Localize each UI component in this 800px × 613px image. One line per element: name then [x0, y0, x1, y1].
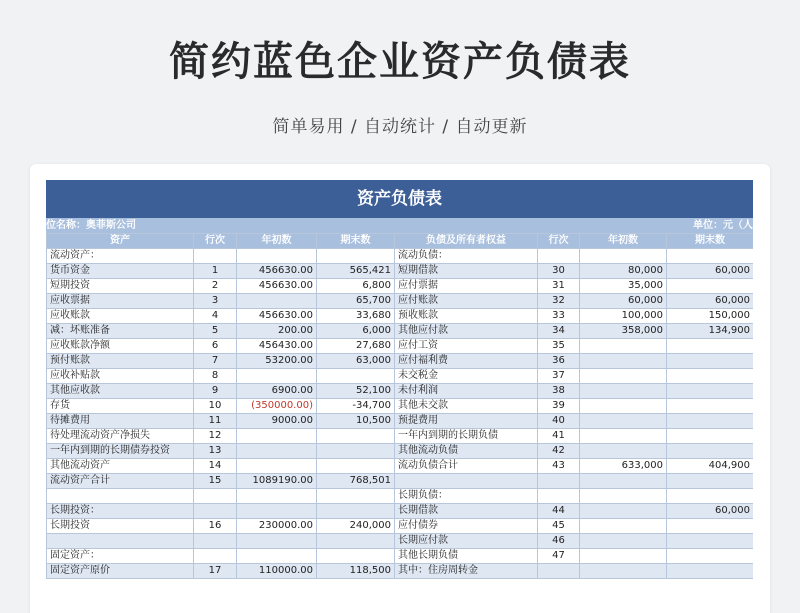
- col-header-opening: 年初数: [237, 234, 317, 249]
- liability-line-no-cell[interactable]: [538, 489, 580, 504]
- asset-name-cell[interactable]: 一年内到期的长期债券投资: [47, 444, 194, 459]
- table-row: [47, 519, 754, 534]
- asset-line-no-cell[interactable]: 7: [194, 354, 237, 369]
- liability-opening-cell[interactable]: [580, 429, 667, 444]
- column-header-row: [47, 234, 754, 249]
- liability-name-cell[interactable]: 未付利润: [395, 384, 538, 399]
- table-row: [47, 294, 754, 309]
- liability-opening-cell[interactable]: [580, 504, 667, 519]
- liability-opening-cell[interactable]: [580, 354, 667, 369]
- asset-opening-cell[interactable]: [237, 369, 317, 384]
- col-header-closing: 期末数: [317, 234, 395, 249]
- liability-line-no-cell[interactable]: 37: [538, 369, 580, 384]
- asset-line-no-cell[interactable]: [194, 249, 237, 264]
- asset-opening-cell[interactable]: 6900.00: [237, 384, 317, 399]
- liability-name-cell[interactable]: 未交税金: [395, 369, 538, 384]
- liability-opening-cell[interactable]: [580, 339, 667, 354]
- asset-name-cell[interactable]: 待摊费用: [47, 414, 194, 429]
- liability-name-cell[interactable]: 其他应付款: [395, 324, 538, 339]
- spreadsheet: [46, 180, 753, 613]
- liability-name-cell[interactable]: 长期借款: [395, 504, 538, 519]
- liability-closing-cell[interactable]: 134,900: [667, 324, 754, 339]
- asset-closing-cell[interactable]: 63,000: [317, 354, 395, 369]
- liability-closing-cell[interactable]: [667, 249, 754, 264]
- liability-name-cell[interactable]: 流动负债：: [395, 249, 538, 264]
- asset-line-no-cell[interactable]: 3: [194, 294, 237, 309]
- asset-opening-cell[interactable]: [237, 429, 317, 444]
- page-subtitle: 简单易用 / 自动统计 / 自动更新: [272, 117, 528, 137]
- liability-name-cell[interactable]: 流动负债合计: [395, 459, 538, 474]
- asset-line-no-cell[interactable]: 15: [194, 474, 237, 489]
- asset-line-no-cell[interactable]: [194, 504, 237, 519]
- liability-closing-cell[interactable]: [667, 489, 754, 504]
- asset-closing-cell[interactable]: 118,500: [317, 564, 395, 579]
- asset-name-cell[interactable]: 流动资产合计: [47, 474, 194, 489]
- asset-name-cell[interactable]: 其他应收款: [47, 384, 194, 399]
- liability-opening-cell[interactable]: [580, 519, 667, 534]
- asset-name-cell[interactable]: 固定资产原价: [47, 564, 194, 579]
- col-header-closing-2: 期末数: [667, 234, 754, 249]
- table-row: [47, 384, 754, 399]
- asset-line-no-cell[interactable]: 8: [194, 369, 237, 384]
- asset-line-no-cell[interactable]: 2: [194, 279, 237, 294]
- asset-opening-cell[interactable]: (350000.00): [237, 399, 317, 414]
- table-row: [47, 504, 754, 519]
- asset-name-cell[interactable]: 应收补贴款: [47, 369, 194, 384]
- liability-line-no-cell[interactable]: 39: [538, 399, 580, 414]
- asset-closing-cell[interactable]: 65,700: [317, 294, 395, 309]
- asset-closing-cell[interactable]: 240,000: [317, 519, 395, 534]
- liability-closing-cell[interactable]: [667, 414, 754, 429]
- liability-line-no-cell[interactable]: 33: [538, 309, 580, 324]
- asset-closing-cell[interactable]: -34,700: [317, 399, 395, 414]
- liability-line-no-cell[interactable]: 46: [538, 534, 580, 549]
- asset-line-no-cell[interactable]: 9: [194, 384, 237, 399]
- asset-opening-cell[interactable]: [237, 459, 317, 474]
- liability-closing-cell[interactable]: [667, 339, 754, 354]
- asset-opening-cell[interactable]: 1089190.00: [237, 474, 317, 489]
- liability-closing-cell[interactable]: [667, 474, 754, 489]
- liability-name-cell[interactable]: 应付账款: [395, 294, 538, 309]
- liability-closing-cell[interactable]: [667, 549, 754, 564]
- asset-name-cell[interactable]: 待处理流动资产净损失: [47, 429, 194, 444]
- liability-opening-cell[interactable]: [580, 384, 667, 399]
- liability-line-no-cell[interactable]: 42: [538, 444, 580, 459]
- liability-opening-cell[interactable]: [580, 249, 667, 264]
- table-row: [47, 369, 754, 384]
- liability-opening-cell[interactable]: [580, 534, 667, 549]
- col-header-asset: 资产: [47, 234, 194, 249]
- table-row: [47, 534, 754, 549]
- table-row: [47, 279, 754, 294]
- liability-line-no-cell[interactable]: 47: [538, 549, 580, 564]
- liability-line-no-cell[interactable]: 31: [538, 279, 580, 294]
- company-name: 位名称：奥菲斯公司: [46, 220, 136, 231]
- balance-sheet-table: [46, 233, 753, 579]
- asset-closing-cell[interactable]: [317, 249, 395, 264]
- liability-name-cell[interactable]: 应付工资: [395, 339, 538, 354]
- col-header-line-no: 行次: [194, 234, 237, 249]
- asset-line-no-cell[interactable]: 4: [194, 309, 237, 324]
- asset-line-no-cell[interactable]: [194, 549, 237, 564]
- liability-name-cell[interactable]: 其中：住房周转金: [395, 564, 538, 579]
- asset-closing-cell[interactable]: [317, 534, 395, 549]
- asset-line-no-cell[interactable]: 6: [194, 339, 237, 354]
- asset-opening-cell[interactable]: [237, 249, 317, 264]
- col-header-line-no-2: 行次: [538, 234, 580, 249]
- asset-opening-cell[interactable]: 456630.00: [237, 279, 317, 294]
- asset-line-no-cell[interactable]: 10: [194, 399, 237, 414]
- liability-opening-cell[interactable]: 60,000: [580, 294, 667, 309]
- liability-line-no-cell[interactable]: [538, 564, 580, 579]
- liability-name-cell[interactable]: 预收账款: [395, 309, 538, 324]
- table-row: [47, 429, 754, 444]
- liability-line-no-cell[interactable]: [538, 249, 580, 264]
- liability-line-no-cell[interactable]: 34: [538, 324, 580, 339]
- liability-closing-cell[interactable]: 150,000: [667, 309, 754, 324]
- table-row: [47, 324, 754, 339]
- liability-line-no-cell[interactable]: 30: [538, 264, 580, 279]
- asset-name-cell[interactable]: 短期投资: [47, 279, 194, 294]
- liability-closing-cell[interactable]: [667, 444, 754, 459]
- liability-closing-cell[interactable]: 404,900: [667, 459, 754, 474]
- liability-line-no-cell[interactable]: [538, 474, 580, 489]
- table-row: [47, 564, 754, 579]
- asset-line-no-cell[interactable]: 5: [194, 324, 237, 339]
- liability-name-cell[interactable]: 其他未交款: [395, 399, 538, 414]
- liability-closing-cell[interactable]: [667, 564, 754, 579]
- asset-closing-cell[interactable]: 52,100: [317, 384, 395, 399]
- asset-opening-cell[interactable]: 9000.00: [237, 414, 317, 429]
- asset-closing-cell[interactable]: [317, 459, 395, 474]
- liability-opening-cell[interactable]: [580, 564, 667, 579]
- asset-line-no-cell[interactable]: 17: [194, 564, 237, 579]
- asset-line-no-cell[interactable]: 13: [194, 444, 237, 459]
- table-body: [47, 249, 754, 579]
- table-row: [47, 549, 754, 564]
- asset-closing-cell[interactable]: [317, 444, 395, 459]
- asset-closing-cell[interactable]: [317, 549, 395, 564]
- liability-opening-cell[interactable]: 100,000: [580, 309, 667, 324]
- table-row: [47, 474, 754, 489]
- asset-line-no-cell[interactable]: 16: [194, 519, 237, 534]
- asset-closing-cell[interactable]: 565,421: [317, 264, 395, 279]
- table-row: [47, 399, 754, 414]
- table-row: [47, 264, 754, 279]
- asset-line-no-cell[interactable]: 11: [194, 414, 237, 429]
- liability-line-no-cell[interactable]: 38: [538, 384, 580, 399]
- asset-closing-cell[interactable]: 27,680: [317, 339, 395, 354]
- table-row: [47, 354, 754, 369]
- page-title: 简约蓝色企业资产负债表: [169, 39, 631, 85]
- table-row: [47, 459, 754, 474]
- asset-name-cell[interactable]: 流动资产：: [47, 249, 194, 264]
- liability-line-no-cell[interactable]: 32: [538, 294, 580, 309]
- liability-name-cell[interactable]: 其他流动负债: [395, 444, 538, 459]
- asset-opening-cell[interactable]: 230000.00: [237, 519, 317, 534]
- liability-line-no-cell[interactable]: 44: [538, 504, 580, 519]
- asset-opening-cell[interactable]: 456430.00: [237, 339, 317, 354]
- liability-opening-cell[interactable]: [580, 549, 667, 564]
- asset-opening-cell[interactable]: [237, 534, 317, 549]
- asset-opening-cell[interactable]: 456630.00: [237, 309, 317, 324]
- asset-opening-cell[interactable]: 200.00: [237, 324, 317, 339]
- liability-closing-cell[interactable]: [667, 369, 754, 384]
- liability-closing-cell[interactable]: [667, 429, 754, 444]
- liability-line-no-cell[interactable]: 35: [538, 339, 580, 354]
- liability-name-cell[interactable]: 应付票据: [395, 279, 538, 294]
- asset-name-cell[interactable]: 应收票据: [47, 294, 194, 309]
- asset-opening-cell[interactable]: 456630.00: [237, 264, 317, 279]
- liability-name-cell[interactable]: 其他长期负债: [395, 549, 538, 564]
- liability-opening-cell[interactable]: [580, 369, 667, 384]
- liability-opening-cell[interactable]: [580, 444, 667, 459]
- asset-closing-cell[interactable]: 6,000: [317, 324, 395, 339]
- liability-opening-cell[interactable]: 358,000: [580, 324, 667, 339]
- asset-closing-cell[interactable]: [317, 429, 395, 444]
- asset-closing-cell[interactable]: [317, 489, 395, 504]
- liability-closing-cell[interactable]: [667, 384, 754, 399]
- liability-name-cell[interactable]: 预提费用: [395, 414, 538, 429]
- liability-closing-cell[interactable]: [667, 399, 754, 414]
- asset-opening-cell[interactable]: [237, 444, 317, 459]
- liability-opening-cell[interactable]: 80,000: [580, 264, 667, 279]
- asset-name-cell[interactable]: 长期投资: [47, 519, 194, 534]
- asset-opening-cell[interactable]: [237, 489, 317, 504]
- liability-line-no-cell[interactable]: 41: [538, 429, 580, 444]
- asset-closing-cell[interactable]: 6,800: [317, 279, 395, 294]
- asset-opening-cell[interactable]: 110000.00: [237, 564, 317, 579]
- asset-name-cell[interactable]: 长期投资：: [47, 504, 194, 519]
- liability-opening-cell[interactable]: 35,000: [580, 279, 667, 294]
- liability-name-cell[interactable]: 长期应付款: [395, 534, 538, 549]
- liability-opening-cell[interactable]: [580, 489, 667, 504]
- liability-name-cell[interactable]: 一年内到期的长期负债: [395, 429, 538, 444]
- preview-card: [30, 164, 770, 613]
- liability-closing-cell[interactable]: [667, 354, 754, 369]
- asset-name-cell[interactable]: 应收账款: [47, 309, 194, 324]
- asset-opening-cell[interactable]: 53200.00: [237, 354, 317, 369]
- asset-closing-cell[interactable]: [317, 504, 395, 519]
- asset-name-cell[interactable]: 固定资产：: [47, 549, 194, 564]
- liability-name-cell[interactable]: 应付福利费: [395, 354, 538, 369]
- liability-opening-cell[interactable]: 633,000: [580, 459, 667, 474]
- liability-line-no-cell[interactable]: 43: [538, 459, 580, 474]
- liability-closing-cell[interactable]: [667, 519, 754, 534]
- asset-opening-cell[interactable]: [237, 294, 317, 309]
- asset-line-no-cell[interactable]: 14: [194, 459, 237, 474]
- table-row: [47, 339, 754, 354]
- asset-name-cell[interactable]: [47, 489, 194, 504]
- liability-closing-cell[interactable]: [667, 279, 754, 294]
- company-info-row: [46, 218, 753, 233]
- liability-line-no-cell[interactable]: 36: [538, 354, 580, 369]
- table-row: [47, 249, 754, 264]
- liability-name-cell[interactable]: 短期借款: [395, 264, 538, 279]
- liability-name-cell[interactable]: 长期负债：: [395, 489, 538, 504]
- liability-name-cell[interactable]: 应付债券: [395, 519, 538, 534]
- asset-line-no-cell[interactable]: 12: [194, 429, 237, 444]
- table-row: [47, 414, 754, 429]
- unit-label: 单位：元（人: [693, 220, 753, 231]
- asset-name-cell[interactable]: [47, 534, 194, 549]
- liability-name-cell[interactable]: [395, 474, 538, 489]
- liability-closing-cell[interactable]: [667, 534, 754, 549]
- col-header-liability: 负债及所有者权益: [395, 234, 538, 249]
- asset-name-cell[interactable]: 其他流动资产: [47, 459, 194, 474]
- asset-opening-cell[interactable]: [237, 549, 317, 564]
- asset-name-cell[interactable]: 预付账款: [47, 354, 194, 369]
- liability-opening-cell[interactable]: [580, 414, 667, 429]
- liability-opening-cell[interactable]: [580, 474, 667, 489]
- asset-closing-cell[interactable]: [317, 369, 395, 384]
- asset-closing-cell[interactable]: 33,680: [317, 309, 395, 324]
- table-row: [47, 444, 754, 459]
- liability-line-no-cell[interactable]: 40: [538, 414, 580, 429]
- liability-line-no-cell[interactable]: 45: [538, 519, 580, 534]
- liability-closing-cell[interactable]: 60,000: [667, 294, 754, 309]
- asset-name-cell[interactable]: 应收账款净额: [47, 339, 194, 354]
- asset-closing-cell[interactable]: 10,500: [317, 414, 395, 429]
- table-row: [47, 309, 754, 324]
- col-header-opening-2: 年初数: [580, 234, 667, 249]
- asset-line-no-cell[interactable]: [194, 534, 237, 549]
- asset-closing-cell[interactable]: 768,501: [317, 474, 395, 489]
- liability-opening-cell[interactable]: [580, 399, 667, 414]
- asset-line-no-cell[interactable]: [194, 489, 237, 504]
- table-row: [47, 489, 754, 504]
- asset-name-cell[interactable]: 存货: [47, 399, 194, 414]
- asset-opening-cell[interactable]: [237, 504, 317, 519]
- asset-name-cell[interactable]: 减：坏账准备: [47, 324, 194, 339]
- sheet-title: 资产负债表: [46, 180, 753, 218]
- liability-closing-cell[interactable]: 60,000: [667, 264, 754, 279]
- liability-closing-cell[interactable]: 60,000: [667, 504, 754, 519]
- asset-line-no-cell[interactable]: 1: [194, 264, 237, 279]
- asset-name-cell[interactable]: 货币资金: [47, 264, 194, 279]
